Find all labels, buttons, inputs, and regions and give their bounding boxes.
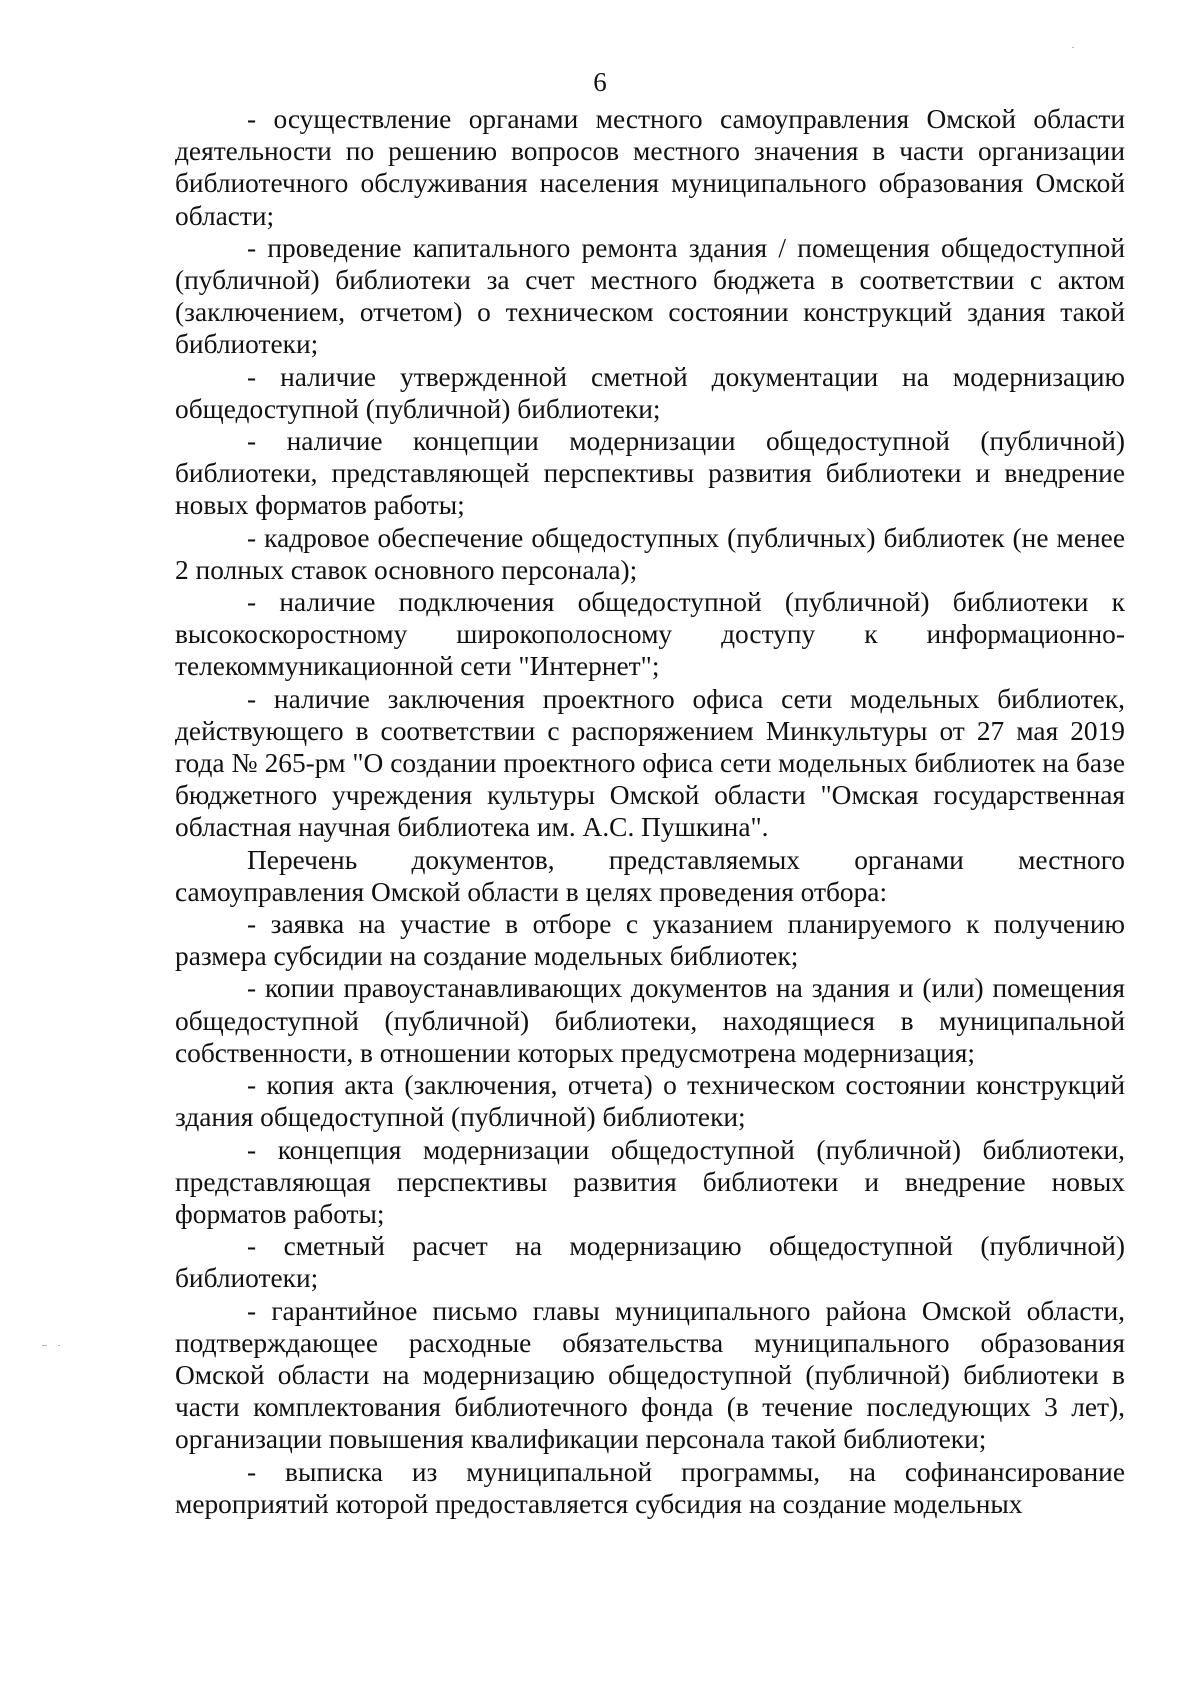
paragraph-project-office-conclusion: - наличие заключения проектного офиса сети модельных библиотек, действующего в соответствии с распоряжением Минкультуры от 27 мая 2019 года № 265-рм "О создании проектного офиса сети модельных библиотек на базе бюджетного учреждения культуры Омской области "Омская государственная областная научная библиотека им. А.С. Пушкина". xyxy=(175,683,1125,843)
scan-speck xyxy=(1072,47,1074,48)
paragraph-technical-act-copy: - копия акта (заключения, отчета) о техническом состоянии конструкций здания общедоступной (публичной) библиотеки; xyxy=(175,1070,1125,1133)
paragraph-estimate-documentation: - наличие утвержденной сметной документации на модернизацию общедоступной (публичной) библиотеки; xyxy=(175,361,1125,424)
paragraph-modernization-concept: - наличие концепции модернизации общедоступной (публичной) библиотеки, представляющей перспективы развития библиотеки и внедрение новых форматов работы; xyxy=(175,426,1125,521)
paragraph-guarantee-letter: - гарантийное письмо главы муниципального района Омской области, подтверждающее расходные обязательства муниципального образования Омской области на модернизацию общедоступной (публичной) библиотеки в части комплектования библиотечного фонда (в течение последующих 3 лет), организации повышения квалификации персонала такой библиотеки; xyxy=(175,1295,1125,1455)
paragraph-internet-connection: - наличие подключения общедоступной (публичной) библиотеки к высокоскоростному широкополосному доступу к информационно-телекоммуникационной сети "Интернет"; xyxy=(175,587,1125,682)
scan-speck xyxy=(42,1345,47,1346)
document-body xyxy=(175,103,1125,1520)
paragraph-staffing: - кадровое обеспечение общедоступных (публичных) библиотек (не менее 2 полных ставок основного персонала); xyxy=(175,522,1125,585)
paragraph-estimate-calculation: - сметный расчет на модернизацию общедоступной (публичной) библиотеки; xyxy=(175,1231,1125,1294)
paragraph-concept-document: - концепция модернизации общедоступной (публичной) библиотеки, представляющая перспективы развития библиотеки и внедрение новых форматов работы; xyxy=(175,1134,1125,1229)
paragraph-capital-repair: - проведение капитального ремонта здания / помещения общедоступной (публичной) библиотеки за счет местного бюджета в соответствии с актом (заключением, отчетом) о техническом состоянии конструкций здания такой библиотеки; xyxy=(175,232,1125,360)
scan-speck xyxy=(58,1345,60,1346)
paragraph-title-documents: - копии правоустанавливающих документов на здания и (или) помещения общедоступной (публичной) библиотеки, находящиеся в муниципальной собственности, в отношении которых предусмотрена модернизация; xyxy=(175,973,1125,1068)
paragraph-program-extract: - выписка из муниципальной программы, на софинансирование мероприятий которой предоставляется субсидия на создание модельных xyxy=(175,1456,1125,1519)
paragraph-documents-list-intro: Перечень документов, представляемых органами местного самоуправления Омской области в целях проведения отбора: xyxy=(175,844,1125,907)
page-number: 6 xyxy=(593,67,607,97)
paragraph-application: - заявка на участие в отборе с указанием планируемого к получению размера субсидии на создание модельных библиотек; xyxy=(175,909,1125,972)
paragraph-local-self-government: - осуществление органами местного самоуправления Омской области деятельности по решению вопросов местного значения в части организации библиотечного обслуживания населения муниципального образования Омской области; xyxy=(175,104,1125,231)
